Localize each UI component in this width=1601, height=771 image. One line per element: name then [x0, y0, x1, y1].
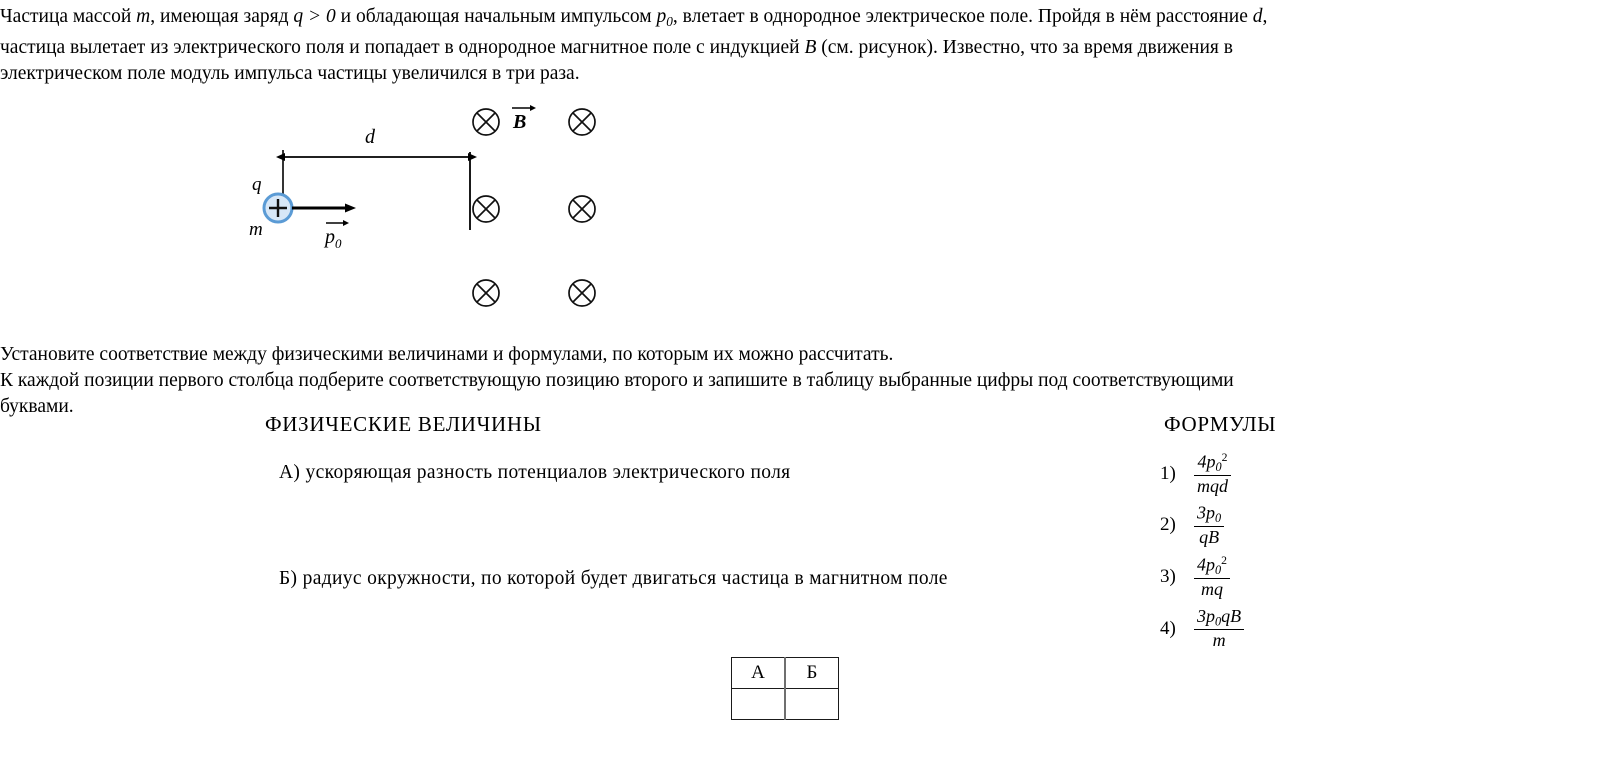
answer-header-a: А	[732, 658, 786, 689]
quantity-item-b	[279, 568, 948, 590]
instructions-block	[0, 342, 1234, 420]
statement-text: и обладающая начальным импульсом	[335, 6, 657, 27]
formula-fraction-1	[1194, 452, 1231, 496]
formulas-header: ФОРМУЛЫ	[1164, 412, 1277, 436]
formula-number-1: 1)	[1160, 462, 1176, 484]
formula-fraction-4	[1194, 607, 1244, 650]
formula-denominator-2: qB	[1194, 526, 1224, 547]
field-cross-icon	[569, 196, 595, 222]
formula-item-1	[1160, 452, 1231, 496]
quantity-item-a	[279, 462, 791, 484]
answer-header-b: Б	[785, 658, 839, 689]
label-q: q	[252, 174, 262, 195]
field-cross-icon	[473, 196, 499, 222]
formula-denominator-4: m	[1194, 629, 1244, 650]
var-q-condition: q > 0	[293, 6, 336, 27]
label-B: B	[513, 111, 527, 133]
var-d: d	[1252, 6, 1263, 27]
physics-figure	[230, 95, 630, 325]
field-cross-icon	[473, 109, 499, 135]
formula-fraction-3	[1194, 555, 1230, 599]
statement-text: частица вылетает из электрического поля и попадает в однородное магнитное поле с индукцией	[0, 36, 805, 58]
physical-quantities-header: ФИЗИЧЕСКИЕ ВЕЛИЧИНЫ	[265, 412, 542, 436]
var-p: p	[656, 6, 667, 27]
statement-text: , влетает в однородное электрическое поле. Пройдя в нём расстояние	[672, 6, 1253, 27]
formula-numerator-3: $4p_0^2$	[1197, 554, 1227, 578]
quantity-text-b: радиус окружности, по которой будет двигаться частица в магнитном поле	[302, 568, 948, 589]
formula-number-2: 2)	[1160, 513, 1176, 535]
field-cross-icon	[473, 280, 499, 306]
quantity-text-a: ускоряющая разность потенциалов электрического поля	[305, 462, 791, 483]
instruction-line-2: К каждой позиции первого столбца подберите соответствующую позицию второго и запишите в таблицу выбранные цифры под соответствующими	[0, 370, 1234, 391]
statement-line-2	[0, 35, 1601, 61]
label-d: d	[365, 126, 375, 148]
formula-item-3	[1160, 555, 1230, 599]
problem-statement	[0, 4, 1601, 87]
field-cross-icon	[569, 109, 595, 135]
statement-line-3: электрическом поле модуль импульса частицы увеличился в три раза.	[0, 62, 580, 84]
statement-text: (см. рисунок). Известно, что за время движения в	[816, 36, 1233, 58]
answer-table-input-row	[732, 689, 839, 720]
instruction-line-3: буквами.	[0, 396, 74, 417]
label-m: m	[249, 219, 263, 240]
var-B: B	[804, 36, 817, 58]
formula-numerator-4: $3p_0qB$	[1197, 606, 1242, 629]
formula-denominator-1: mqd	[1194, 475, 1231, 496]
field-cross-icon	[569, 280, 595, 306]
label-p0: $p_0$	[325, 226, 342, 251]
formula-numerator-1: $4p_0^2$	[1197, 451, 1228, 475]
var-p-subscript: 0	[666, 13, 673, 29]
formula-item-4	[1160, 607, 1244, 650]
answer-cell-b[interactable]	[785, 689, 839, 720]
statement-text: ,	[1262, 6, 1268, 27]
var-m: m	[136, 6, 151, 27]
answer-cell-a[interactable]	[732, 689, 786, 720]
quantity-letter-a: А)	[279, 462, 301, 483]
answer-table-header-row	[732, 658, 839, 689]
statement-text: , имеющая заряд	[150, 6, 294, 27]
statement-line-1	[0, 4, 1601, 35]
answer-table	[731, 657, 839, 720]
instruction-line-1: Установите соответствие между физическими величинами и формулами, по которым их можно рассчитать.	[0, 344, 894, 365]
formula-item-2	[1160, 503, 1224, 547]
quantity-letter-b: Б)	[279, 568, 298, 589]
formula-fraction-2	[1194, 503, 1224, 547]
formula-number-4: 4)	[1160, 617, 1176, 639]
formula-number-3: 3)	[1160, 565, 1176, 587]
statement-text: Частица массой	[0, 6, 137, 27]
formula-numerator-2: $3p_0$	[1197, 502, 1222, 526]
magnetic-field-grid	[473, 109, 595, 306]
formula-denominator-3: mq	[1194, 578, 1230, 599]
